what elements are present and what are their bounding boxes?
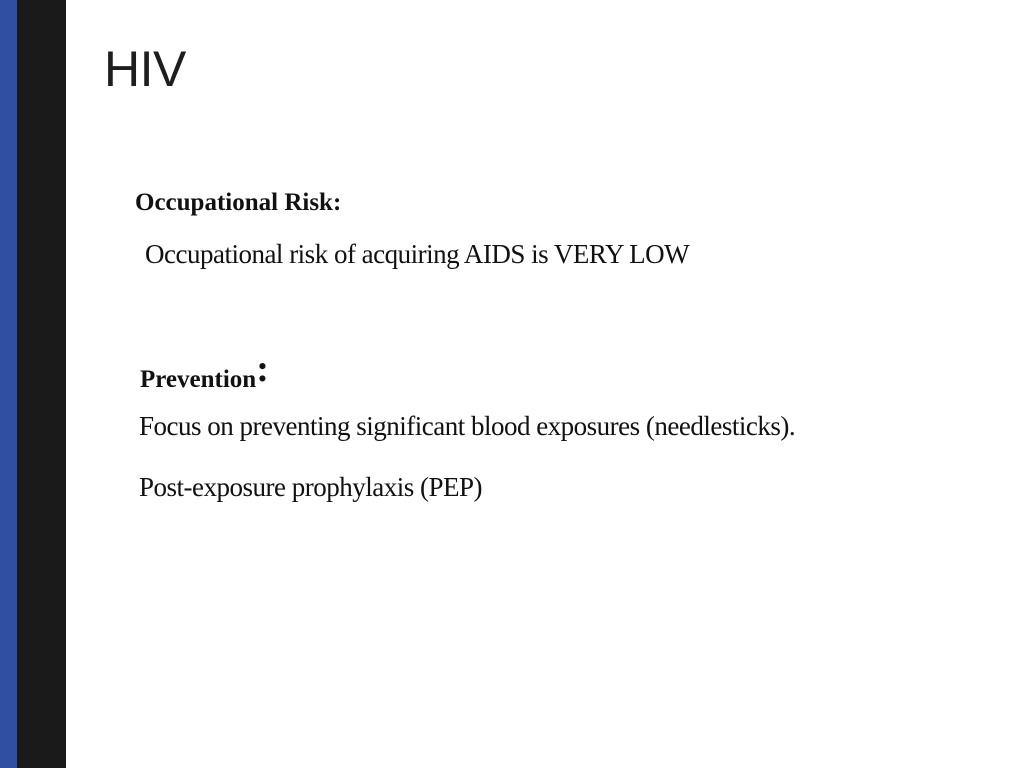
prevention-heading-colon: : xyxy=(256,348,269,390)
slide-title: HIV xyxy=(104,41,186,97)
occupational-risk-text: Occupational risk of acquiring AIDS is VERY LOW xyxy=(145,239,690,269)
prevention-line-focus: Focus on preventing significant blood exposures (needlesticks). xyxy=(139,411,796,441)
occupational-risk-heading: Occupational Risk: xyxy=(135,189,342,216)
prevention-heading xyxy=(140,348,269,395)
left-accent-bar-black xyxy=(17,0,66,768)
prevention-line-pep: Post-exposure prophylaxis (PEP) xyxy=(139,472,482,502)
left-accent-bar-blue xyxy=(0,0,17,768)
prevention-heading-label: Prevention xyxy=(140,366,257,393)
